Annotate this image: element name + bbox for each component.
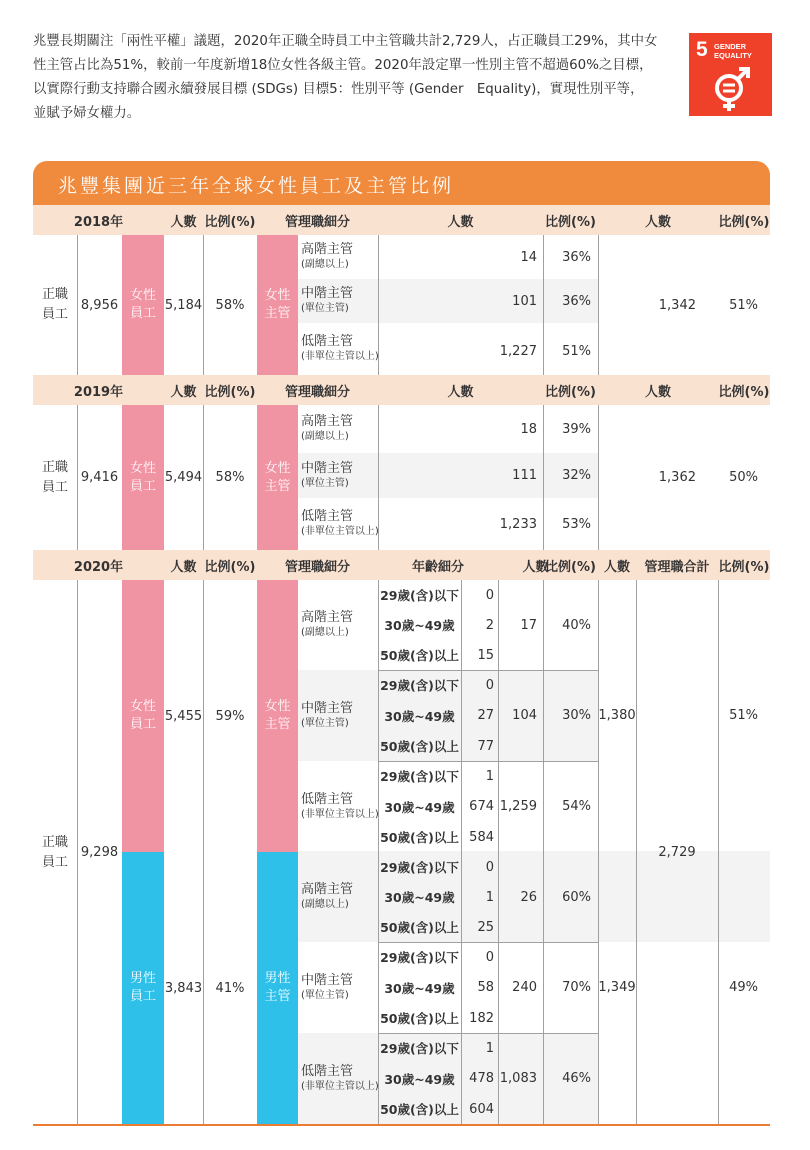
middle-mgr-label: 中階主管 (單位主管): [301, 460, 354, 489]
age-count: 0: [485, 949, 494, 965]
category-pct: 40%: [562, 617, 591, 633]
grid-line: [598, 580, 599, 1125]
col-ratio: 比例(%): [718, 214, 770, 230]
col-ratio: 比例(%): [545, 559, 596, 575]
col-headcount: 人數: [603, 559, 630, 575]
table-bottom-rule: [33, 1124, 770, 1126]
category-pct: 30%: [562, 708, 591, 723]
age-label-30-49: 30歲~49歲: [384, 799, 455, 815]
table-banner: [33, 161, 770, 205]
age-label-30-49: 30歲~49歲: [384, 618, 455, 633]
category-count: 1,259: [499, 799, 537, 814]
junior-mgr-label: 低階主管 (非單位主管以上): [301, 509, 379, 537]
female-pct-2019: 58%: [215, 470, 245, 485]
mgr-total-pct-2019: 50%: [729, 470, 758, 485]
col-headcount: 人數: [170, 384, 197, 400]
senior-count-2018: 14: [520, 249, 537, 265]
fulltime-label: 正職 員工: [41, 287, 68, 322]
female-count-2019: 5,494: [164, 470, 203, 485]
senior-pct-2019: 39%: [562, 421, 591, 437]
junior-pct-2019: 53%: [562, 516, 591, 532]
col-headcount: 人數: [644, 384, 671, 400]
mgr-total-pct-2018: 51%: [729, 297, 758, 313]
female-mgr-label: 女性 主管: [264, 460, 291, 494]
col-ratio: 比例(%): [545, 384, 596, 400]
age-label-30-49: 30歲~49歲: [384, 708, 455, 724]
middle-mgr-label: 中階主管 (單位主管): [301, 700, 354, 729]
col-headcount: 人數: [644, 214, 671, 230]
col-ratio: 比例(%): [545, 214, 596, 230]
col-headcount: 人數: [447, 214, 474, 230]
category-pct: 46%: [562, 1071, 591, 1086]
category-count: 26: [520, 889, 537, 905]
category-count: 240: [512, 980, 537, 995]
year-2019: 2019年: [73, 384, 124, 400]
male-mgr-total-2020: 1,349: [598, 980, 636, 995]
age-label-u29: 29歲(含)以下: [380, 1041, 459, 1056]
male-emp-label: 男性 員工: [129, 971, 156, 1004]
col-mgmt-total: 管理職合計: [644, 559, 710, 575]
fulltime-count-2018: 8,956: [80, 297, 119, 313]
female-mgr-label: 女性 主管: [264, 699, 291, 732]
junior-mgr-label: 低階主管 (非單位主管以上): [301, 334, 379, 362]
age-label-50: 50歲(含)以上: [380, 648, 459, 663]
middle-mgr-label: 中階主管 (單位主管): [301, 972, 354, 1001]
middle-count-2018: 101: [512, 293, 537, 309]
age-count: 584: [469, 829, 494, 845]
sdg-number: 5: [696, 38, 708, 61]
col-age-breakdown: 年齡細分: [411, 559, 464, 575]
age-label-50: 50歲(含)以上: [380, 1011, 459, 1026]
col-ratio: 比例(%): [718, 559, 770, 575]
female-count-2018: 5,184: [164, 297, 203, 313]
col-headcount: 人數: [447, 384, 474, 400]
col-ratio: 比例(%): [204, 214, 256, 230]
age-count: 0: [485, 587, 494, 603]
age-count: 77: [477, 738, 494, 754]
category-pct: 70%: [562, 980, 591, 995]
col-headcount: 人數: [170, 559, 197, 575]
col-ratio: 比例(%): [718, 384, 770, 400]
age-label-u29: 29歲(含)以下: [380, 588, 459, 603]
age-count: 0: [485, 677, 494, 693]
male-mgr-pct-2020: 49%: [729, 980, 758, 995]
male-count-2020: 3,843: [164, 980, 203, 996]
age-count: 0: [485, 859, 494, 875]
senior-mgr-label: 高階主管 (副總以上): [301, 882, 354, 910]
junior-count-2018: 1,227: [499, 343, 537, 359]
col-headcount: 人數: [522, 559, 549, 575]
category-pct: 60%: [562, 889, 591, 905]
col-mgmt-breakdown: 管理職細分: [284, 384, 350, 400]
age-label-30-49: 30歲~49歲: [384, 890, 455, 905]
fulltime-count-2019: 9,416: [80, 470, 119, 485]
category-count: 1,083: [499, 1071, 537, 1086]
age-count: 25: [477, 919, 494, 935]
age-count: 2: [485, 617, 494, 633]
col-mgmt-breakdown: 管理職細分: [284, 214, 350, 230]
age-label-u29: 29歲(含)以下: [380, 769, 459, 784]
age-label-u29: 29歲(含)以下: [380, 678, 459, 693]
middle-pct-2018: 36%: [562, 293, 591, 309]
age-label-30-49: 30歲~49歲: [384, 1071, 455, 1087]
junior-mgr-label: 低階主管 (非單位主管以上): [301, 791, 379, 820]
junior-count-2019: 1,233: [499, 516, 537, 532]
female-mgr-total-2020: 1,380: [598, 708, 636, 723]
senior-mgr-label: 高階主管 (副總以上): [301, 610, 354, 638]
year-2018: 2018年: [73, 214, 124, 230]
fulltime-label: 正職 員工: [41, 834, 68, 870]
age-count: 1: [485, 889, 494, 905]
category-pct: 54%: [562, 799, 591, 814]
col-ratio: 比例(%): [204, 559, 256, 575]
age-count: 674: [469, 799, 494, 814]
age-label-50: 50歲(含)以上: [380, 739, 459, 754]
age-count: 604: [469, 1101, 494, 1117]
male-mgr-label: 男性 主管: [264, 971, 291, 1004]
col-mgmt-breakdown: 管理職細分: [284, 559, 350, 575]
age-label-50: 50歲(含)以上: [380, 1102, 459, 1117]
junior-pct-2018: 51%: [562, 343, 591, 359]
sdg5-badge: [689, 33, 772, 116]
senior-pct-2018: 36%: [562, 249, 591, 265]
female-pct-2020: 59%: [215, 708, 245, 724]
junior-mgr-label: 低階主管 (非單位主管以上): [301, 1063, 379, 1092]
middle-mgr-label: 中階主管 (單位主管): [301, 286, 354, 314]
age-label-u29: 29歲(含)以下: [380, 860, 459, 875]
intro-paragraph: 兆豐長期關注「兩性平權」議題，2020年正職全時員工中主管職共計2,729人，占正職員工29%，其中女 性主管占比為51%，較前一年度新增18位女性各級主管。2020年設定單一性別主管不超過60%之目標， 以實際行動支持聯合國永續發展目標 (SDGs) 目標5：性別平等 (Gender Equality)，實現性別平等， 並賦予婦女權力。: [33, 34, 658, 121]
age-count: 182: [469, 1010, 494, 1026]
age-count: 58: [477, 980, 494, 995]
age-count: 15: [477, 647, 494, 663]
senior-mgr-label: 高階主管 (副總以上): [301, 414, 354, 442]
fulltime-label: 正職 員工: [41, 459, 68, 495]
female-emp-label: 女性 員工: [129, 460, 156, 494]
mgr-total-2020: 2,729: [658, 845, 696, 860]
gender-equality-icon: [709, 66, 753, 112]
senior-count-2019: 18: [520, 421, 537, 437]
male-pct-2020: 41%: [215, 980, 245, 996]
age-label-50: 50歲(含)以上: [380, 830, 459, 845]
female-count-2020: 5,455: [164, 708, 203, 724]
senior-mgr-label: 高階主管 (副總以上): [301, 242, 354, 270]
age-label-30-49: 30歲~49歲: [384, 980, 455, 996]
age-label-u29: 29歲(含)以下: [380, 950, 459, 965]
age-count: 1: [485, 768, 494, 784]
female-mgr-label: 女性 主管: [264, 288, 291, 321]
gender-ratio-table: [33, 205, 770, 1125]
female-emp-label: 女性 員工: [129, 699, 156, 732]
sdg-title-line2: EQUALITY: [714, 51, 752, 60]
mgr-total-2018: 1,342: [658, 297, 696, 313]
category-count: 17: [520, 617, 537, 633]
middle-count-2019: 111: [512, 468, 537, 483]
sdg-title-line1: GENDER: [714, 42, 747, 51]
mgr-total-2019: 1,362: [658, 470, 696, 485]
female-mgr-pct-2020: 51%: [729, 708, 758, 723]
col-headcount: 人數: [170, 214, 197, 230]
age-label-50: 50歲(含)以上: [380, 920, 459, 935]
category-count: 104: [512, 708, 537, 723]
grid-line: [718, 580, 719, 1125]
age-count: 1: [485, 1040, 494, 1056]
table-title: 兆豐集團近三年全球女性員工及主管比例: [58, 175, 455, 197]
female-pct-2018: 58%: [215, 297, 245, 313]
middle-pct-2019: 32%: [562, 468, 591, 483]
age-count: 27: [477, 708, 494, 723]
col-ratio: 比例(%): [204, 384, 256, 400]
age-count: 478: [469, 1071, 494, 1086]
fulltime-count-2020: 9,298: [80, 845, 119, 860]
year-2020: 2020年: [73, 559, 124, 575]
female-emp-label: 女性 員工: [129, 288, 156, 321]
